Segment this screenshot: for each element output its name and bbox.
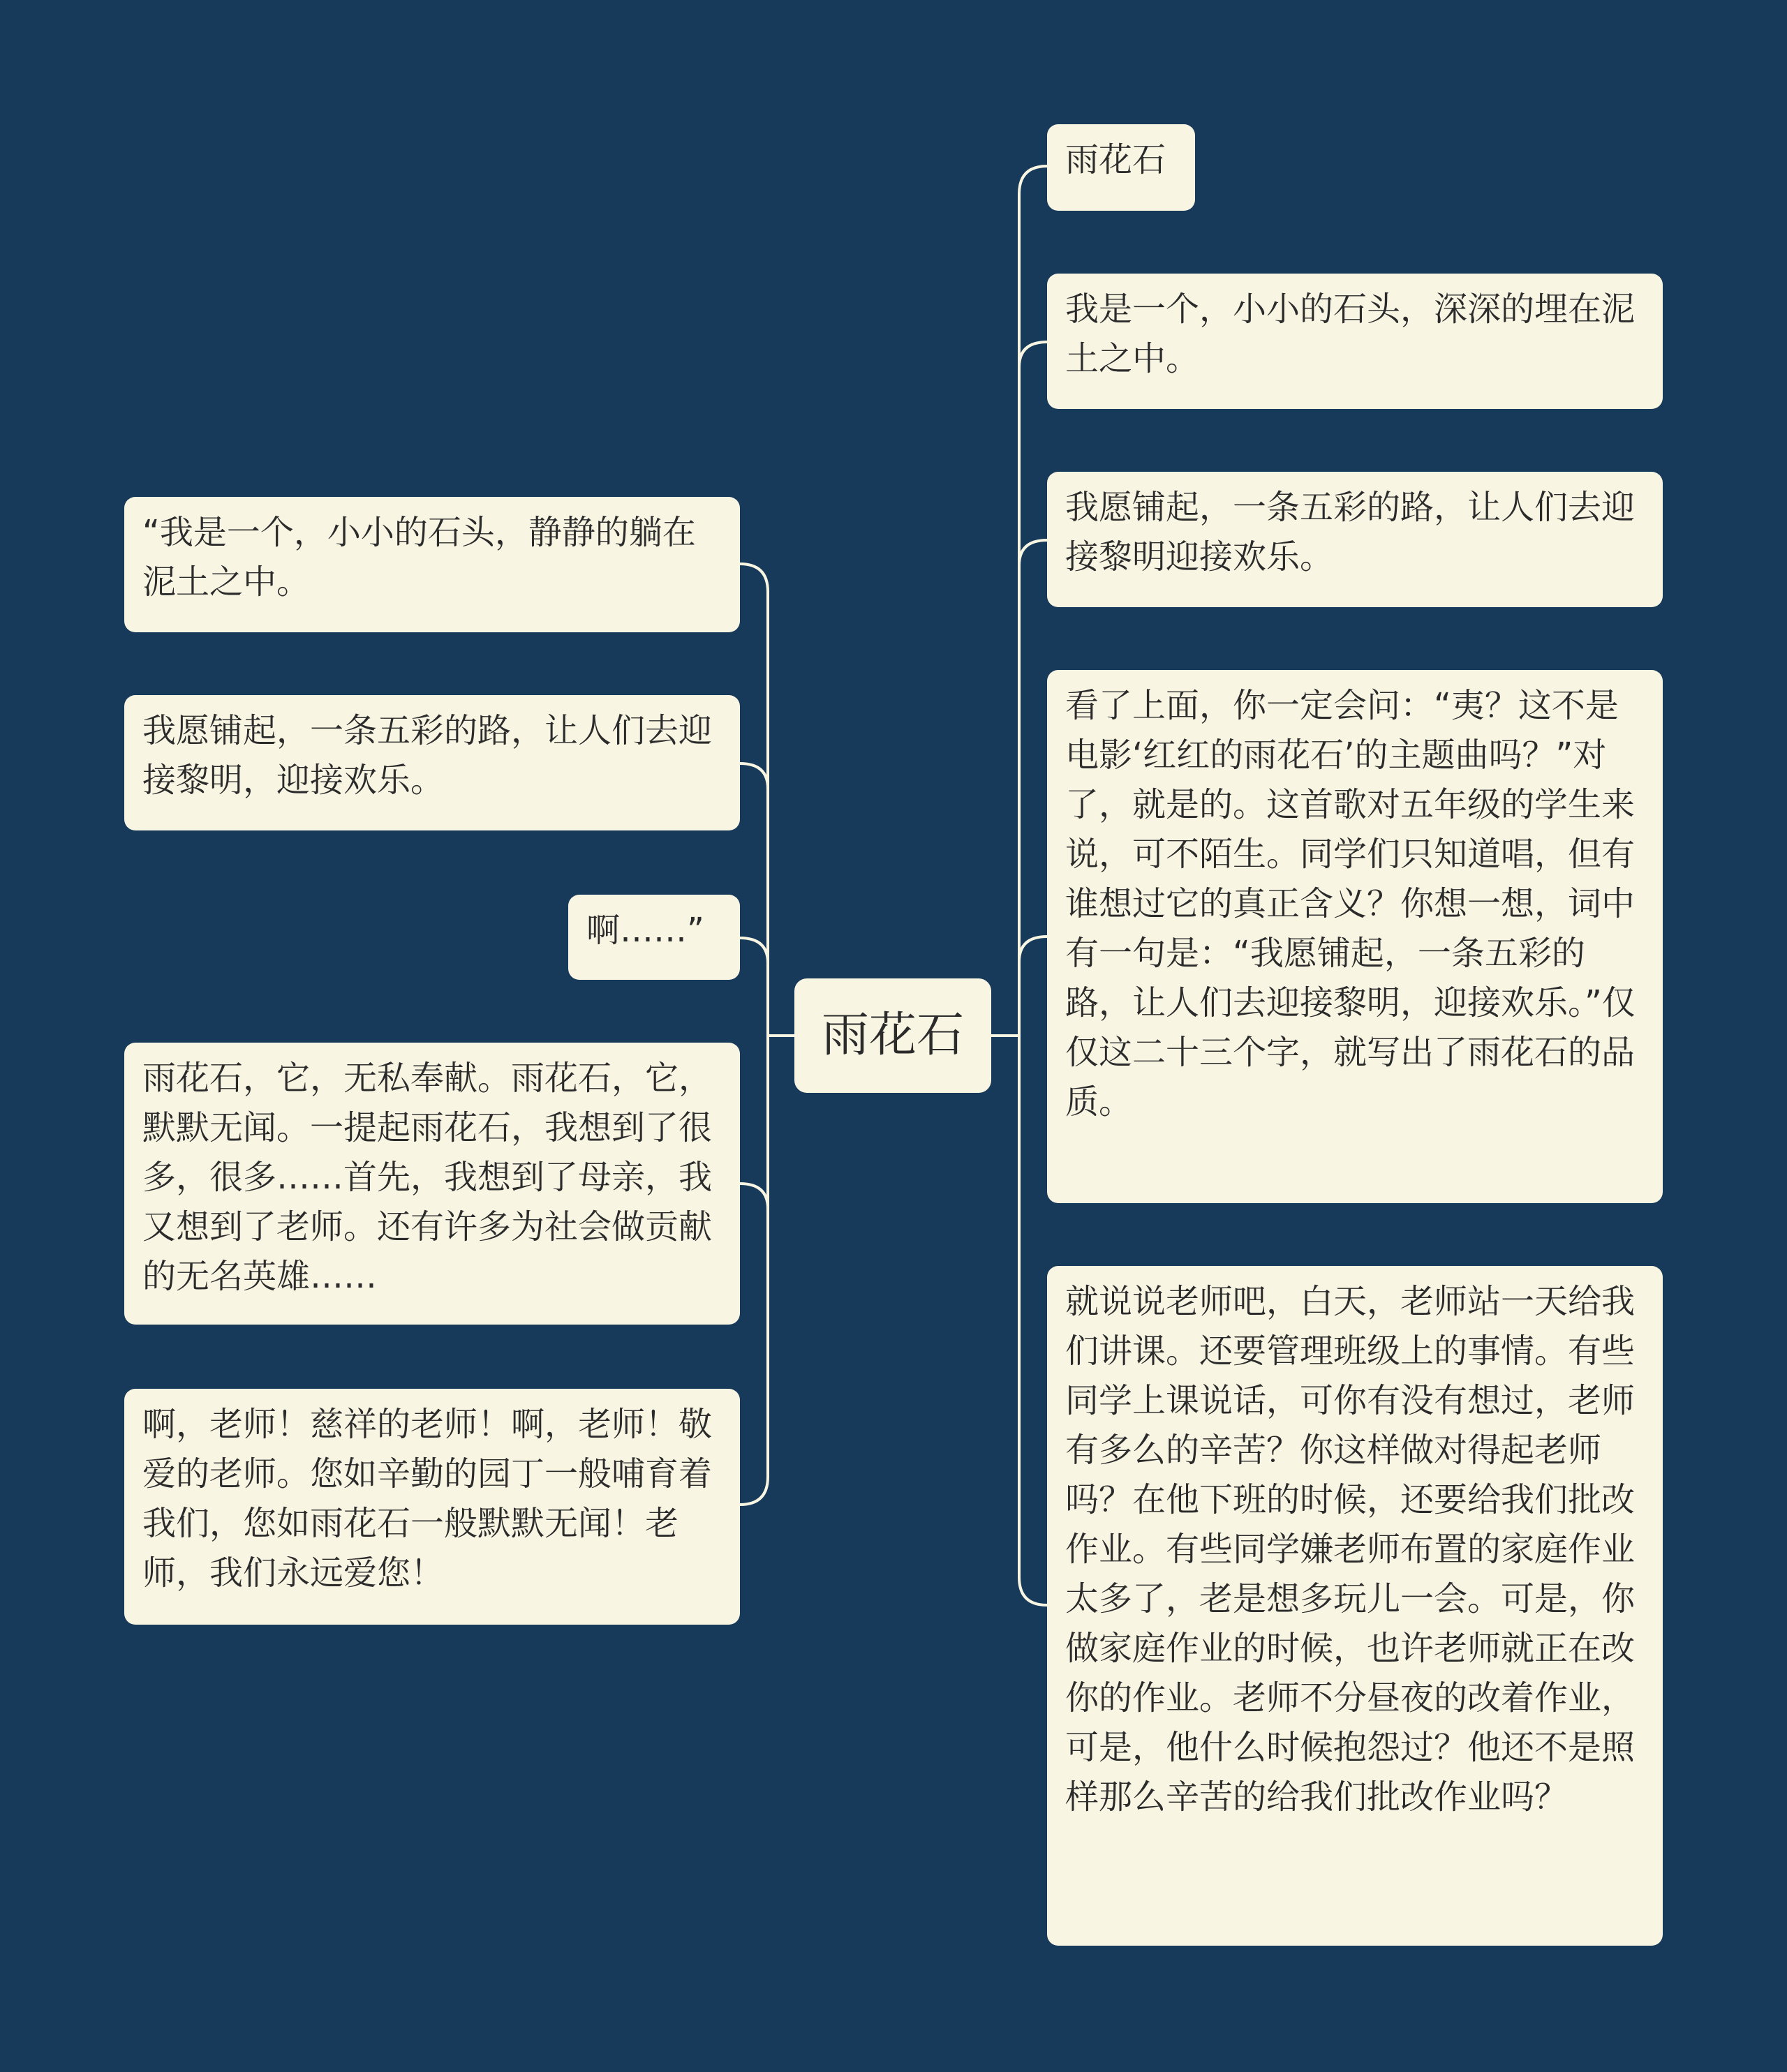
left-node-2-text: 我愿铺起，一条五彩的路，让人们去迎接黎明，迎接欢乐。 — [142, 711, 713, 800]
connector-right-2 — [1019, 540, 1047, 565]
central-topic[interactable] — [794, 978, 991, 1093]
left-node-3-text: 啊……” — [586, 911, 704, 950]
right-node-5[interactable] — [1047, 1266, 1663, 1946]
right-node-1[interactable] — [1047, 124, 1195, 211]
left-node-2[interactable] — [124, 695, 740, 830]
left-node-1[interactable] — [124, 497, 740, 632]
left-node-1-text: “我是一个，小小的石头，静静的躺在泥土之中。 — [142, 513, 696, 602]
left-node-5-text: 啊，老师！慈祥的老师！啊，老师！敬爱的老师。您如辛勤的园丁一般哺育着我们，您如雨花石一般默默无闻！老师，我们永远爱您！ — [142, 1405, 713, 1593]
central-topic-label: 雨花石 — [821, 1008, 964, 1063]
connector-right-1 — [1019, 342, 1047, 367]
right-node-3-text: 我愿铺起，一条五彩的路，让人们去迎接黎明迎接欢乐。 — [1065, 488, 1636, 576]
right-node-2-text: 我是一个，小小的石头，深深的埋在泥土之中。 — [1065, 290, 1636, 378]
right-node-5-text: 就说说老师吧，白天，老师站一天给我们讲课。还要管理班级上的事情。有些同学上课说话，可你有没有想过，老师有多么的辛苦？你这样做对得起老师吗？在他下班的时候，还要给我们批改作业。有些同学嫌老师布置的家庭作业太多了，老是想多玩儿一会。可是，你做家庭作业的时候，也许老师就正在改你的作业。老师不分昼夜的改着作业，可是，他什么时候抱怨过？他还不是照样那么辛苦的给我们批改作业吗？ — [1065, 1282, 1636, 1817]
connector-left-4 — [740, 1184, 768, 1209]
right-node-1-text: 雨花石 — [1065, 140, 1166, 179]
connector-right-trunk — [1019, 166, 1047, 1605]
connector-left-trunk — [740, 564, 768, 1505]
right-node-4-text: 看了上面，你一定会问：“夷？这不是电影‘红红的雨花石’的主题曲吗？”对了，就是的。这首歌对五年级的学生来说，可不陌生。同学们只知道唱，但有谁想过它的真正含义？你想一想，词中有一句是：“我愿铺起，一条五彩的路，让人们去迎接黎明，迎接欢乐。”仅仅这二十三个字，就写出了雨花石的品质。 — [1065, 686, 1636, 1121]
left-node-5[interactable] — [124, 1389, 740, 1625]
connector-left-2 — [740, 763, 768, 789]
connector-right-3 — [1019, 937, 1047, 962]
left-node-3[interactable] — [568, 895, 740, 980]
right-node-2[interactable] — [1047, 274, 1663, 409]
right-node-4[interactable] — [1047, 670, 1663, 1203]
left-node-4[interactable] — [124, 1043, 740, 1325]
right-node-3[interactable] — [1047, 472, 1663, 607]
connector-left-3 — [740, 938, 768, 963]
left-node-4-text: 雨花石，它，无私奉献。雨花石，它，默默无闻。一提起雨花石，我想到了很多，很多……首先，我想到了母亲，我又想到了老师。还有许多为社会做贡献的无名英雄…… — [142, 1059, 713, 1296]
